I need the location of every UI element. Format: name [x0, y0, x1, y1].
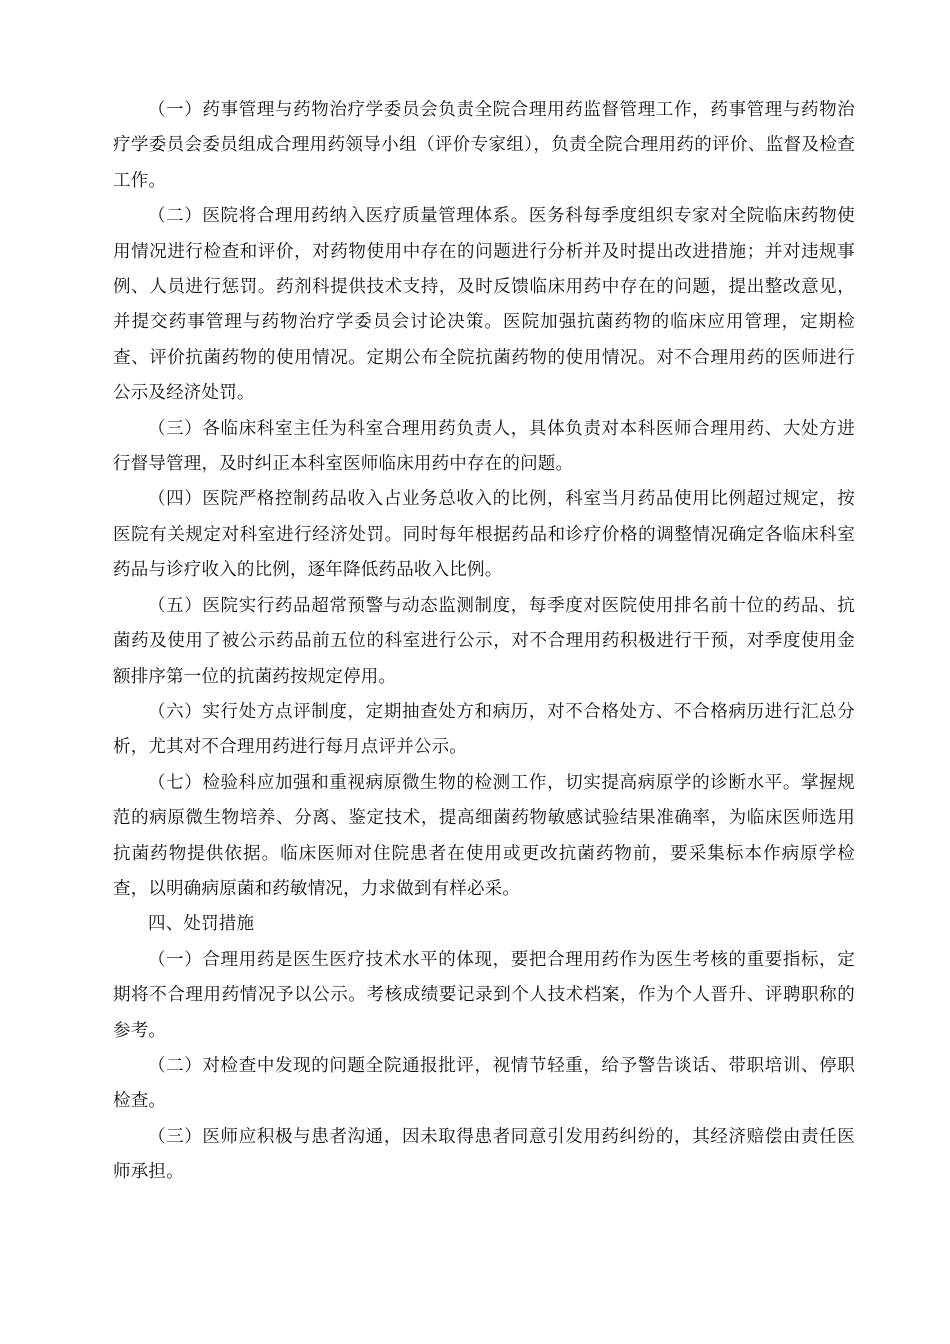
paragraph-6: （六）实行处方点评制度，定期抽查处方和病历，对不合格处方、不合格病历进行汇总分析，尤其对不合理用药进行每月点评并公示。	[113, 701, 855, 758]
paragraph-5: （五）医院实行药品超常预警与动态监测制度，每季度对医院使用排名前十位的药品、抗菌药及使用了被公示药品前五位的科室进行公示，对不合理用药积极进行干预，对季度使用金额排序第一位的抗菌药按规定停用。	[113, 595, 855, 687]
paragraph-1: （一）药事管理与药物治疗学委员会负责全院合理用药监督管理工作，药事管理与药物治疗学委员会委员组成合理用药领导小组（评价专家组），负责全院合理用药的评价、监督及检查工作。	[113, 100, 855, 191]
section-heading: 四、处罚措施	[148, 914, 255, 935]
paragraph-2: （二）医院将合理用药纳入医疗质量管理体系。医务科每季度组织专家对全院临床药物使用情况进行检查和评价，对药物使用中存在的问题进行分析并及时提出改进措施；并对违规事例、人员进行惩罚。药剂科提供技术支持，及时反馈临床用药中存在的问题，提出整改意见，并提交药事管理与药物治疗学委员会讨论决策。医院加强抗菌药物的临床应用管理，定期检查、评价抗菌药物的使用情况。定期公布全院抗菌药物的使用情况。对不合理用药的医师进行公示及经济处罚。	[113, 206, 855, 404]
paragraph-10: （三）医师应积极与患者沟通，因未取得患者同意引发用药纠纷的，其经济赔偿由责任医师承担。	[113, 1126, 855, 1183]
paragraph-3: （三）各临床科室主任为科室合理用药负责人，具体负责对本科医师合理用药、大处方进行督导管理，及时纠正本科室医师临床用药中存在的问题。	[113, 418, 855, 475]
paragraph-8: （一）合理用药是医生医疗技术水平的体现，要把合理用药作为医生考核的重要指标，定期将不合理用药情况予以公示。考核成绩要记录到个人技术档案，作为个人晋升、评聘职称的参考。	[113, 949, 855, 1041]
paragraph-7: （七）检验科应加强和重视病原微生物的检测工作，切实提高病原学的诊断水平。掌握规范的病原微生物培养、分离、鉴定技术，提高细菌药物敏感试验结果准确率，为临床医师选用抗菌药物提供依据。临床医师对住院患者在使用或更改抗菌药物前，要采集标本作病原学检查，以明确病原菌和药敏情况，力求做到有样必采。	[113, 772, 855, 899]
paragraph-4: （四）医院严格控制药品收入占业务总收入的比例，科室当月药品使用比例超过规定，按医院有关规定对科室进行经济处罚。同时每年根据药品和诊疗价格的调整情况确定各临床科室药品与诊疗收入的比例，逐年降低药品收入比例。	[113, 489, 855, 581]
document-body	[113, 93, 855, 1191]
paragraph-9: （二）对检查中发现的问题全院通报批评，视情节轻重，给予警告谈话、带职培训、停职检查。	[113, 1055, 855, 1112]
